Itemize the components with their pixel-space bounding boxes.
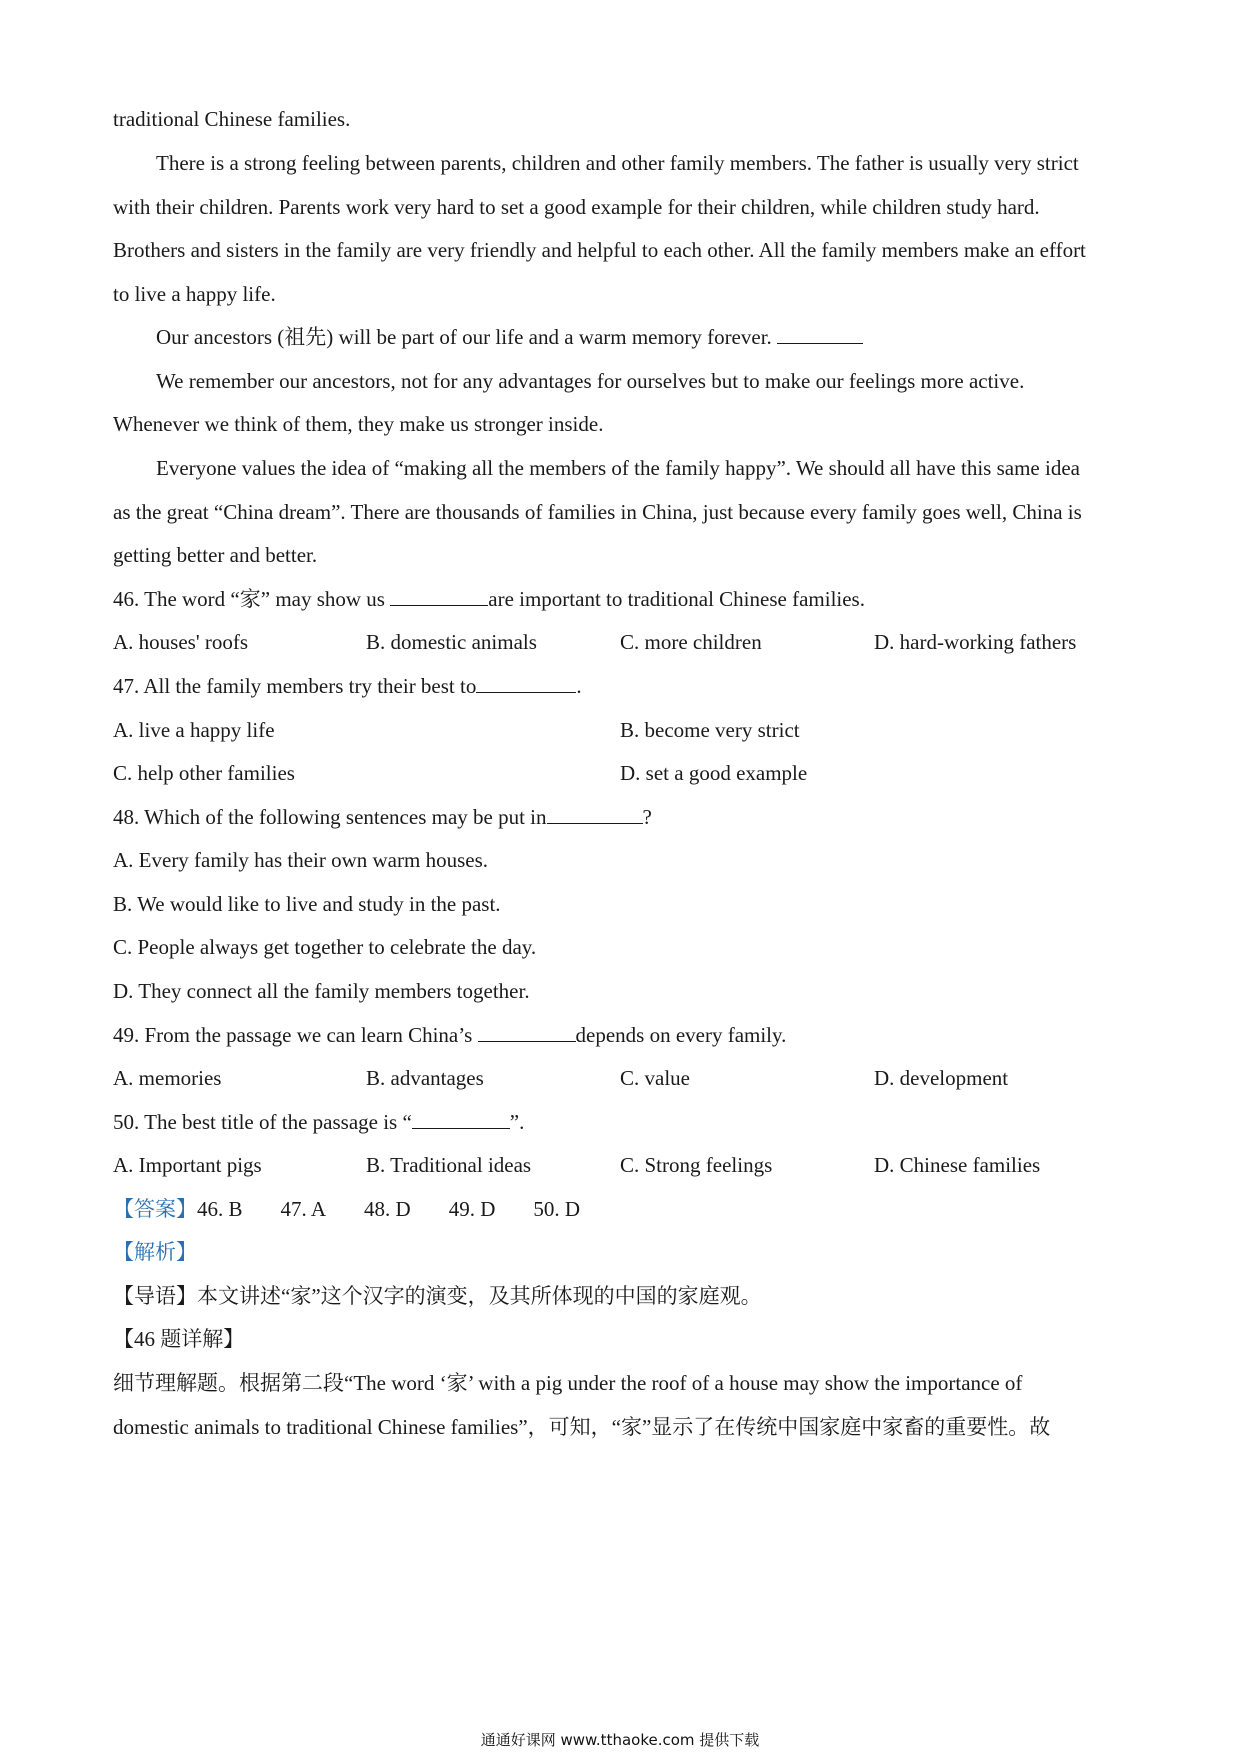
passage-text: Our ancestors (祖先) will be part of our life and a warm memory forever. [156, 325, 772, 349]
question-48 [113, 803, 652, 831]
answer-48: 48. D [364, 1197, 411, 1221]
answer-blank [390, 585, 488, 606]
answer-blank [547, 803, 643, 824]
option-a: A. memories [113, 1066, 222, 1090]
question-text: 49. From the passage we can learn China’s [113, 1023, 478, 1047]
option-c: C. more children [620, 630, 762, 654]
question-text: . [576, 674, 582, 698]
passage-line-with-blank [156, 323, 863, 351]
answer-blank [476, 672, 576, 693]
option-c: C. People always get together to celebrate the day. [113, 935, 537, 959]
analysis-detail-line: domestic animals to traditional Chinese families”，可知，“家”显示了在传统中国家庭中家畜的重要性。故 [113, 1415, 1051, 1439]
question-47 [113, 672, 582, 700]
question-text: ”. [509, 1110, 525, 1134]
question-text: ? [642, 805, 652, 829]
passage-line: Whenever we think of them, they make us stronger inside. [113, 412, 604, 436]
option-d: D. set a good example [620, 761, 808, 785]
option-c: C. help other families [113, 761, 295, 785]
answer-50: 50. D [533, 1197, 581, 1221]
passage-line: We remember our ancestors, not for any advantages for ourselves but to make our feelings more active. [156, 369, 1025, 393]
passage-line: Brothers and sisters in the family are very friendly and helpful to each other. All the family members make an effort [113, 238, 1086, 262]
option-a: A. live a happy life [113, 718, 275, 742]
answer-blank [478, 1021, 576, 1042]
question-text: 47. All the family members try their best to [113, 674, 477, 698]
passage-line: to live a happy life. [113, 282, 276, 306]
answer-46: 46. B [197, 1197, 243, 1221]
question-text: 48. Which of the following sentences may be put in [113, 805, 547, 829]
option-a: A. Important pigs [113, 1153, 262, 1177]
question-text: are important to traditional Chinese families. [488, 587, 865, 611]
question-50 [113, 1108, 524, 1136]
answer-47: 47. A [280, 1197, 327, 1221]
answer-key [113, 1195, 618, 1223]
question-text: depends on every family. [575, 1023, 787, 1047]
option-d: D. Chinese families [874, 1153, 1041, 1177]
option-b: B. Traditional ideas [366, 1153, 532, 1177]
answer-49: 49. D [448, 1197, 496, 1221]
analysis-tag: 【解析】 [113, 1240, 197, 1264]
answer-tag: 【答案】 [113, 1197, 197, 1221]
option-c: C. Strong feelings [620, 1153, 773, 1177]
option-b: B. We would like to live and study in the past. [113, 892, 501, 916]
question-46 [113, 585, 865, 613]
question-text: 46. The word “家” may show us [113, 587, 391, 611]
answer-values [197, 1197, 618, 1221]
passage-line: getting better and better. [113, 543, 318, 567]
answer-blank [412, 1108, 510, 1129]
answer-blank [777, 323, 863, 344]
option-d: D. hard-working fathers [874, 630, 1077, 654]
option-b: B. domestic animals [366, 630, 537, 654]
passage-line: Everyone values the idea of “making all the members of the family happy”. We should all have this same idea [156, 456, 1080, 480]
option-a: A. houses' roofs [113, 630, 249, 654]
option-a: A. Every family has their own warm houses. [113, 848, 488, 872]
page-footer: 通通好课网 www.tthaoke.com 提供下载 [480, 1731, 760, 1749]
passage-line: as the great “China dream”. There are thousands of families in China, just because every family goes well, China is [113, 500, 1082, 524]
option-b: B. become very strict [620, 718, 800, 742]
question-text: 50. The best title of the passage is “ [113, 1110, 412, 1134]
option-b: B. advantages [366, 1066, 484, 1090]
analysis-detail-line: 细节理解题。根据第二段“The word ‘家’ with a pig under the roof of a house may show the importance of [113, 1371, 1023, 1395]
passage-line: with their children. Parents work very hard to set a good example for their children, while children study hard. [113, 195, 1040, 219]
option-d: D. They connect all the family members together. [113, 979, 530, 1003]
option-d: D. development [874, 1066, 1009, 1090]
question-49 [113, 1021, 786, 1049]
analysis-q46-heading: 【46 题详解】 [113, 1327, 245, 1351]
passage-line: traditional Chinese families. [113, 107, 351, 131]
analysis-guide: 【导语】本文讲述“家”这个汉字的演变，及其所体现的中国的家庭观。 [113, 1284, 762, 1308]
passage-line: There is a strong feeling between parents, children and other family members. The father is usually very strict [156, 151, 1079, 175]
option-c: C. value [620, 1066, 690, 1090]
